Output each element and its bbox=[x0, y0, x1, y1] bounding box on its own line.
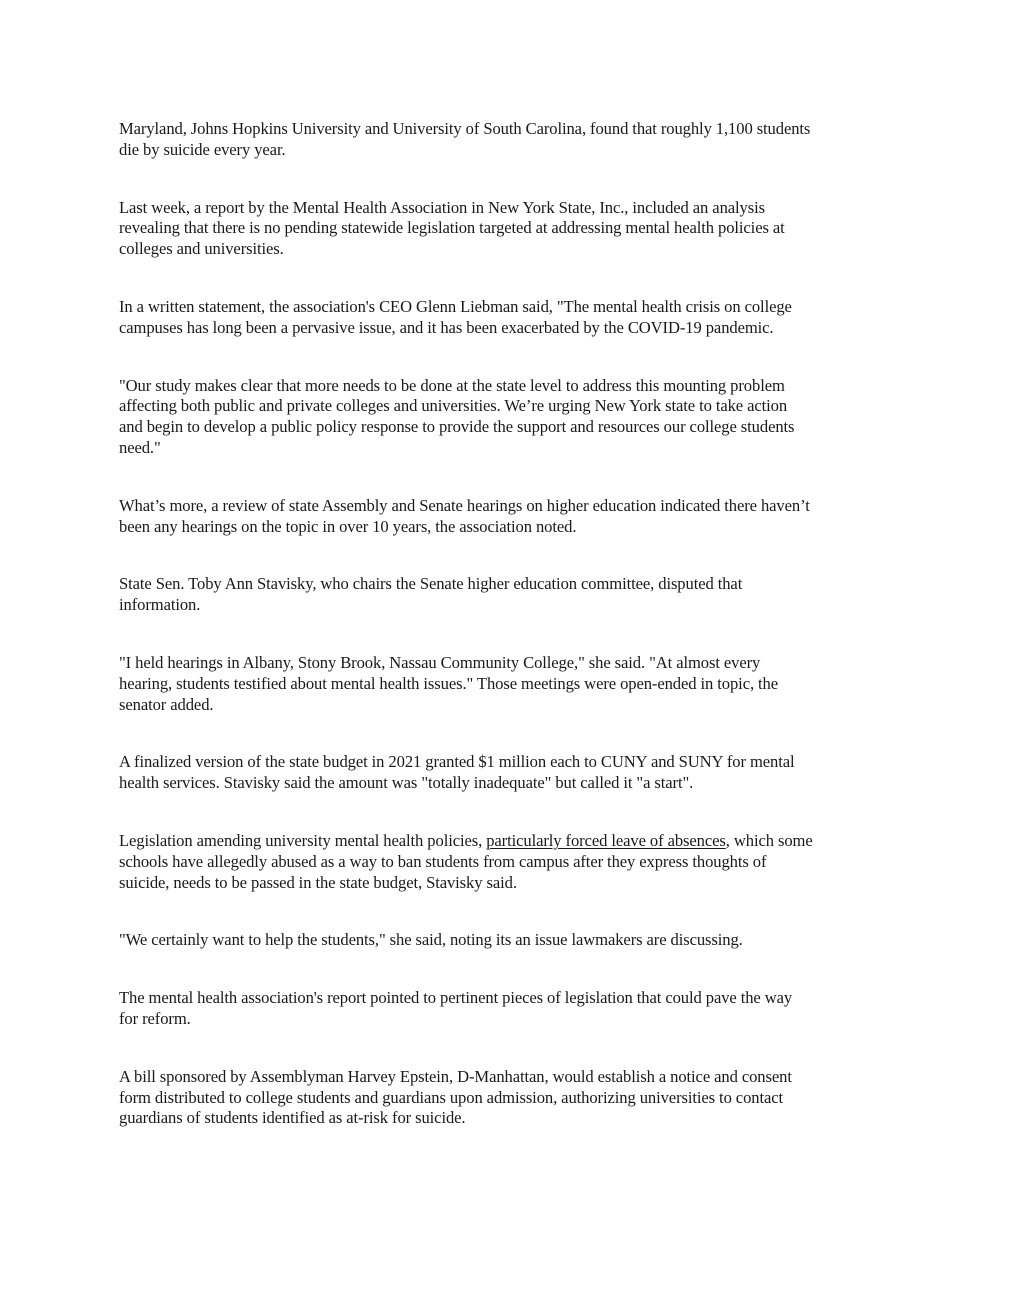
text-line: In a written statement, the association's CEO Glenn Liebman said, "The mental health crisis on college bbox=[119, 296, 792, 316]
paragraph-5 bbox=[119, 496, 899, 538]
text-line: "I held hearings in Albany, Stony Brook, Nassau Community College," she said. "At almost every bbox=[119, 652, 761, 672]
text-fragment: Legislation amending university mental health policies, bbox=[119, 830, 487, 850]
paragraph-11 bbox=[119, 988, 899, 1030]
paragraph-8 bbox=[119, 752, 899, 794]
text-line: for reform. bbox=[119, 1008, 191, 1028]
paragraph-6 bbox=[119, 574, 899, 616]
forced-leave-link[interactable]: particularly forced leave of absences bbox=[486, 830, 726, 850]
text-line: health services. Stavisky said the amount was "totally inadequate" but called it "a start". bbox=[119, 773, 694, 793]
text-line: been any hearings on the topic in over 10 years, the association noted. bbox=[119, 516, 577, 536]
article-body bbox=[119, 119, 899, 1166]
text-line bbox=[119, 831, 899, 852]
paragraph-9 bbox=[119, 831, 899, 893]
paragraph-2 bbox=[119, 198, 899, 260]
paragraph-3 bbox=[119, 297, 899, 339]
text-line: information. bbox=[119, 595, 201, 615]
text-line: colleges and universities. bbox=[119, 239, 284, 259]
text-line: revealing that there is no pending statewide legislation targeted at addressing mental health policies at bbox=[119, 218, 785, 238]
paragraph-10 bbox=[119, 930, 899, 951]
text-line: The mental health association's report pointed to pertinent pieces of legislation that could pave the way bbox=[119, 988, 793, 1008]
text-line: need." bbox=[119, 437, 161, 457]
text-line: Last week, a report by the Mental Health Association in New York State, Inc., included an analysis bbox=[119, 197, 765, 217]
text-fragment: , which some bbox=[725, 830, 813, 850]
text-line: form distributed to college students and guardians upon admission, authorizing universities to contact bbox=[119, 1087, 784, 1107]
text-line: A finalized version of the state budget in 2021 granted $1 million each to CUNY and SUNY for mental bbox=[119, 752, 795, 772]
text-line: campuses has long been a pervasive issue, and it has been exacerbated by the COVID-19 pandemic. bbox=[119, 317, 774, 337]
text-line: "We certainly want to help the students," she said, noting its an issue lawmakers are discussing. bbox=[119, 930, 743, 950]
text-line: schools have allegedly abused as a way to ban students from campus after they express thoughts of bbox=[119, 851, 767, 871]
text-line: affecting both public and private colleges and universities. We’re urging New York state to take action bbox=[119, 396, 788, 416]
text-line: "Our study makes clear that more needs to be done at the state level to address this mounting problem bbox=[119, 375, 785, 395]
text-line: Maryland, Johns Hopkins University and University of South Carolina, found that roughly 1,100 students bbox=[119, 119, 811, 138]
text-line: hearing, students testified about mental health issues." Those meetings were open-ended in topic, the bbox=[119, 673, 779, 693]
text-line: die by suicide every year. bbox=[119, 139, 286, 159]
text-line: senator added. bbox=[119, 694, 214, 714]
paragraph-1 bbox=[119, 119, 899, 161]
text-line: guardians of students identified as at-risk for suicide. bbox=[119, 1108, 466, 1128]
text-line: suicide, needs to be passed in the state budget, Stavisky said. bbox=[119, 872, 517, 892]
paragraph-4 bbox=[119, 376, 899, 459]
paragraph-12 bbox=[119, 1067, 899, 1129]
text-line: A bill sponsored by Assemblyman Harvey Epstein, D-Manhattan, would establish a notice and consent bbox=[119, 1066, 792, 1086]
text-line: State Sen. Toby Ann Stavisky, who chairs the Senate higher education committee, disputed that bbox=[119, 574, 743, 594]
paragraph-7 bbox=[119, 653, 899, 715]
text-line: What’s more, a review of state Assembly and Senate hearings on higher education indicated there haven’t bbox=[119, 495, 810, 515]
text-line: and begin to develop a public policy response to provide the support and resources our college students bbox=[119, 417, 795, 437]
